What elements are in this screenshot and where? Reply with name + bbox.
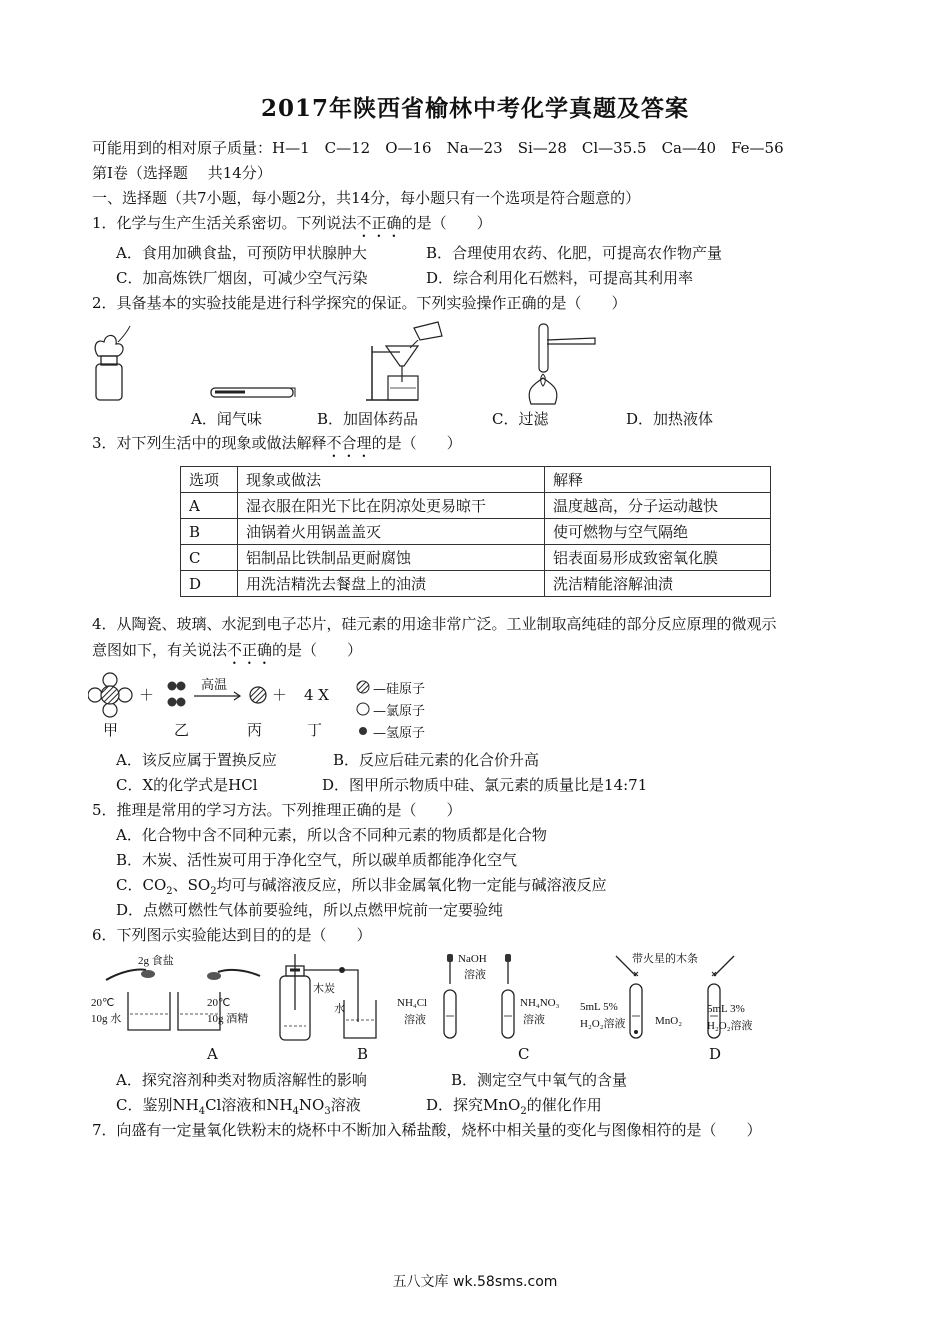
q6-figure-a: [100, 950, 270, 1040]
label-ding: 丁: [307, 721, 323, 739]
q2-option-a: A．闻气味: [191, 410, 262, 428]
exam-title: 2017年陕西省榆林中考化学真题及答案: [260, 95, 689, 122]
q1-option-a: A．食用加碘食盐，可预防甲状腺肿大: [116, 244, 367, 262]
table-header-cell: 选项: [181, 467, 238, 493]
atomic-masses: 可能用到的相对原子质量：H—1 C—12 O—16 Na—23 Si—28 Cl—35.5 Ca—40 Fe—56: [92, 139, 784, 157]
q1-option-b: B．合理使用农药、化肥，可提高农作物产量: [426, 244, 723, 262]
q5-option-c: C．$CO_2$、$SO_2$均可与碱溶液反应，所以非金属氧化物一定能与碱溶液反应: [116, 876, 607, 897]
fig-label-a: A: [207, 1045, 218, 1063]
fig-c-naoh-solution: 溶液: [464, 969, 486, 981]
label-bing: 丙: [247, 721, 263, 739]
fig-d-right-solution: H₂O₂溶液: [707, 1020, 753, 1032]
q6-option-a: A．探究溶剂种类对物质溶解性的影响: [116, 1071, 367, 1089]
table-row: [181, 571, 771, 597]
q5-stem: 5．推理是常用的学习方法。下列推理正确的是（ ）: [92, 801, 462, 819]
q4-option-d: D．图甲所示物质中硅、氯元素的质量比是14:71: [322, 776, 648, 794]
table-cell: 铝制品比铁制品更耐腐蚀: [238, 545, 545, 571]
table-cell: C: [181, 545, 238, 571]
q5-option-a: A．化合物中含不同种元素，所以含不同种元素的物质都是化合物: [116, 826, 547, 844]
molecule-bing: [250, 687, 266, 703]
fig-d-mno2: MnO₂: [655, 1015, 683, 1027]
q4-stem-line1: 4．从陶瓷、玻璃、水泥到电子芯片，硅元素的用途非常广泛。工业制取高纯硅的部分反应原理的微观示: [92, 615, 777, 633]
fig-d-left-solution: H₂O₂溶液: [580, 1018, 626, 1030]
label-yi: 乙: [174, 721, 190, 739]
fig-a-salt: 2g 食盐: [138, 955, 174, 967]
table-cell: 温度越高，分子运动越快: [545, 493, 771, 519]
table-cell: D: [181, 571, 238, 597]
footer-watermark: 五八文库 wk.58sms.com: [392, 1274, 558, 1290]
table-row: [181, 545, 771, 571]
table-cell: B: [181, 519, 238, 545]
fig-c-nh4cl: NH₄Cl: [397, 997, 428, 1009]
legend-chlorine: —氯原子: [373, 704, 426, 719]
label-jia: 甲: [103, 721, 119, 739]
q2-figure-heat: [525, 318, 600, 406]
q1-stem: 1．化学与生产生活关系密切。下列说法不正确的是（ ）: [92, 214, 492, 232]
q6-stem: 6．下列图示实验能达到目的的是（ ）: [92, 926, 372, 944]
q3-stem: 3．对下列生活中的现象或做法解释不合理的是（ ）: [92, 434, 462, 452]
legend-hydrogen: —氢原子: [373, 726, 426, 741]
section-title: 第Ⅰ卷（选择题 共14分）: [92, 164, 272, 182]
table-cell: A: [181, 493, 238, 519]
fig-label-c: C: [518, 1045, 530, 1063]
q6-option-b: B．测定空气中氧气的含量: [451, 1071, 628, 1089]
q4-stem-line2: 意图如下，有关说法不正确的是（ ）: [92, 641, 363, 659]
molecule-yi: [168, 682, 186, 707]
fig-c-nh4cl-solution: 溶液: [404, 1014, 426, 1026]
silicon-atom-icon: [357, 681, 369, 693]
q3-table: [180, 466, 771, 597]
fig-label-b: B: [357, 1045, 369, 1063]
q2-option-d: D．加热液体: [626, 410, 714, 428]
table-cell: 洗洁精能溶解油渍: [545, 571, 771, 597]
fig-d-right-volume: 5mL 3%: [707, 1003, 745, 1015]
q2-option-b: B．加固体药品: [317, 410, 419, 428]
table-row: [181, 519, 771, 545]
fig-a-right-solvent: 10g 酒精: [207, 1013, 249, 1025]
hydrogen-atom-icon: [359, 727, 367, 735]
table-header-cell: 解释: [545, 467, 771, 493]
fig-c-nh4no3-solution: 溶液: [523, 1014, 545, 1026]
q1-option-d: D．综合利用化石燃料，可提高其利用率: [426, 269, 694, 287]
q6-option-d: D．探究MnO$_2$的催化作用: [426, 1096, 602, 1117]
plus-sign-2: ＋: [272, 686, 288, 704]
q2-figure-solid: [205, 378, 300, 404]
product-x: 4 X: [304, 686, 329, 704]
table-cell: 湿衣服在阳光下比在阴凉处更易晾干: [238, 493, 545, 519]
q6-option-c: C．鉴别$NH_4Cl$溶液和$NH_4NO_3$溶液: [116, 1096, 361, 1117]
fig-a-right-temp: 20℃: [207, 997, 231, 1009]
fig-b-carbon: 木炭: [313, 983, 335, 995]
q2-option-c: C．过滤: [492, 410, 549, 428]
fig-label-d: D: [709, 1045, 722, 1063]
part-one-instructions: 一、选择题（共7小题，每小题2分，共14分，每小题只有一个选项是符合题意的）: [92, 189, 641, 207]
table-cell: 铝表面易形成致密氧化膜: [545, 545, 771, 571]
q4-legend-icons: [356, 680, 372, 740]
fig-a-left-solvent: 10g 水: [91, 1013, 122, 1025]
fig-c-nh4no3: NH₄NO₃: [520, 997, 560, 1009]
fig-d-left-volume: 5mL 5%: [580, 1001, 618, 1013]
condition-high-temp: 高温: [201, 678, 228, 693]
fig-a-left-temp: 20℃: [91, 997, 115, 1009]
fig-c-naoh: NaOH: [458, 953, 487, 965]
molecule-jia: [88, 673, 132, 717]
q4-option-a: A．该反应属于置换反应: [116, 751, 277, 769]
chlorine-atom-icon: [357, 703, 369, 715]
q5-option-b: B．木炭、活性炭可用于净化空气，所以碳单质都能净化空气: [116, 851, 518, 869]
q5-option-d: D．点燃可燃性气体前要验纯，所以点燃甲烷前一定要验纯: [116, 901, 504, 919]
table-row: [181, 493, 771, 519]
legend-silicon: —硅原子: [373, 682, 426, 697]
q2-figure-filter: [358, 318, 453, 406]
table-cell: 使可燃物与空气隔绝: [545, 519, 771, 545]
q1-option-c: C．加高炼铁厂烟囱，可减少空气污染: [116, 269, 368, 287]
fig-b-water: 水: [334, 1003, 345, 1015]
q7-stem: 7．向盛有一定量氧化铁粉末的烧杯中不断加入稀盐酸，烧杯中相关量的变化与图像相符的是（ ）: [92, 1121, 762, 1139]
q4-option-b: B．反应后硅元素的化合价升高: [333, 751, 540, 769]
q2-stem: 2．具备基本的实验技能是进行科学探究的保证。下列实验操作正确的是（ ）: [92, 294, 627, 312]
q4-option-c: C．X的化学式是HCl: [116, 776, 258, 794]
q6-figure-b: [272, 950, 384, 1045]
plus-sign-1: ＋: [139, 686, 155, 704]
table-header-cell: 现象或做法: [238, 467, 545, 493]
table-header-row: [181, 467, 771, 493]
table-cell: 油锅着火用锅盖盖灭: [238, 519, 545, 545]
table-cell: 用洗洁精洗去餐盘上的油渍: [238, 571, 545, 597]
q2-figure-smell: [88, 322, 148, 404]
fig-d-splint: 带火星的木条: [632, 953, 698, 965]
